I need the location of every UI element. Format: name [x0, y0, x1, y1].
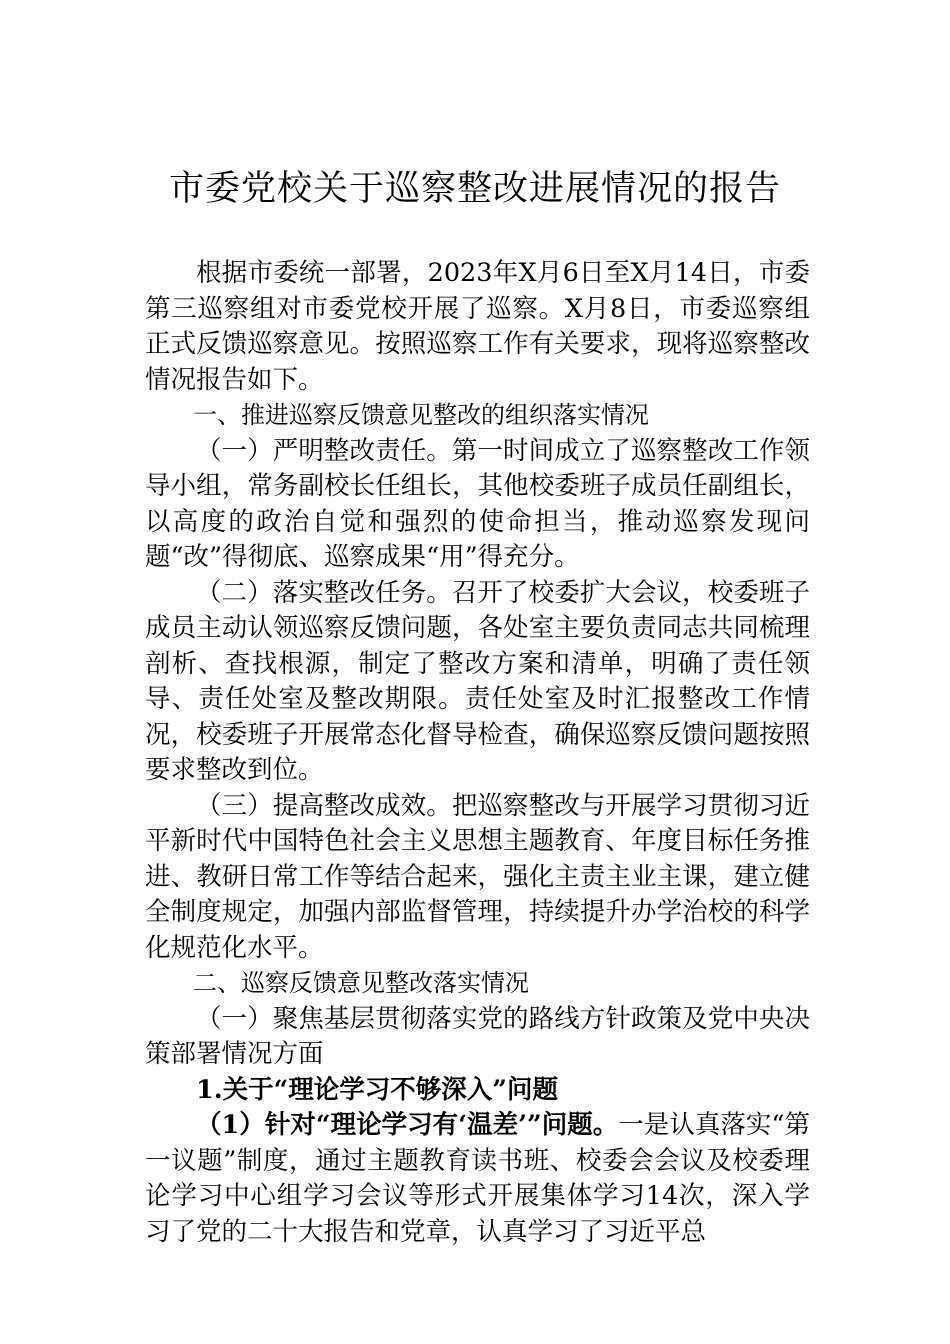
document-body [145, 256, 810, 1250]
paragraph-effectiveness: （三）提高整改成效。把巡察整改与开展学习贯彻习近平新时代中国特色社会主义思想主题教育、年度目标任务推进、教研日常工作等结合起来，强化主责主业主课，建立健全制度规定，加强内部监督管理，持续提升办学治校的科学化规范化水平。 [145, 790, 810, 963]
section-heading-implementation: 一、推进巡察反馈意见整改的组织落实情况 [193, 401, 649, 429]
document-title: 市委党校关于巡察整改进展情况的报告 [168, 169, 781, 209]
paragraph-responsibility: （一）严明整改责任。第一时间成立了巡察整改工作领导小组，常务副校长任组长，其他校委班子成员任副组长，以高度的政治自觉和强烈的使命担当，推动巡察发现问题“改”得彻底、巡察成果“用”得充分。 [145, 435, 810, 572]
paragraph-tasks: （二）落实整改任务。召开了校委扩大会议，校委班子成员主动认领巡察反馈问题，各处室主要负责同志共同梳理剖析、查找根源，制定了整改方案和清单，明确了责任领导、责任处室及整改期限。责任处室及时汇报整改工作情况，校委班子开展常态化督导检查，确保巡察反馈问题按照要求整改到位。 [145, 577, 810, 785]
paragraph-theory-study-gap [145, 1108, 810, 1250]
item-heading-theory-study: 1.关于“理论学习不够深入”问题 [196, 1074, 558, 1105]
section-heading-rectification: 二、巡察反馈意见整改落实情况 [193, 969, 529, 997]
intro-paragraph: 根据市委统一部署，2023年X月6日至X月14日，市委第三巡察组对市委党校开展了巡察。X月8日，市委巡察组正式反馈巡察意见。按照巡察工作有关要求，现将巡察整改情况报告如下。 [145, 258, 810, 395]
paragraph-body: 一是认真落实“第一议题”制度，通过主题教育读书班、校委会会议及校委理论学习中心组学习会议等形式开展集体学习14次，深入学习了党的二十大报告和党章，认真学习了习近平总 [145, 1110, 810, 1247]
subsection-heading-policy: （一）聚焦基层贯彻落实党的路线方针政策及党中央决策部署情况方面 [145, 1003, 810, 1069]
paragraph-lead: （1）针对“理论学习有‘温差’”问题。 [196, 1110, 619, 1140]
